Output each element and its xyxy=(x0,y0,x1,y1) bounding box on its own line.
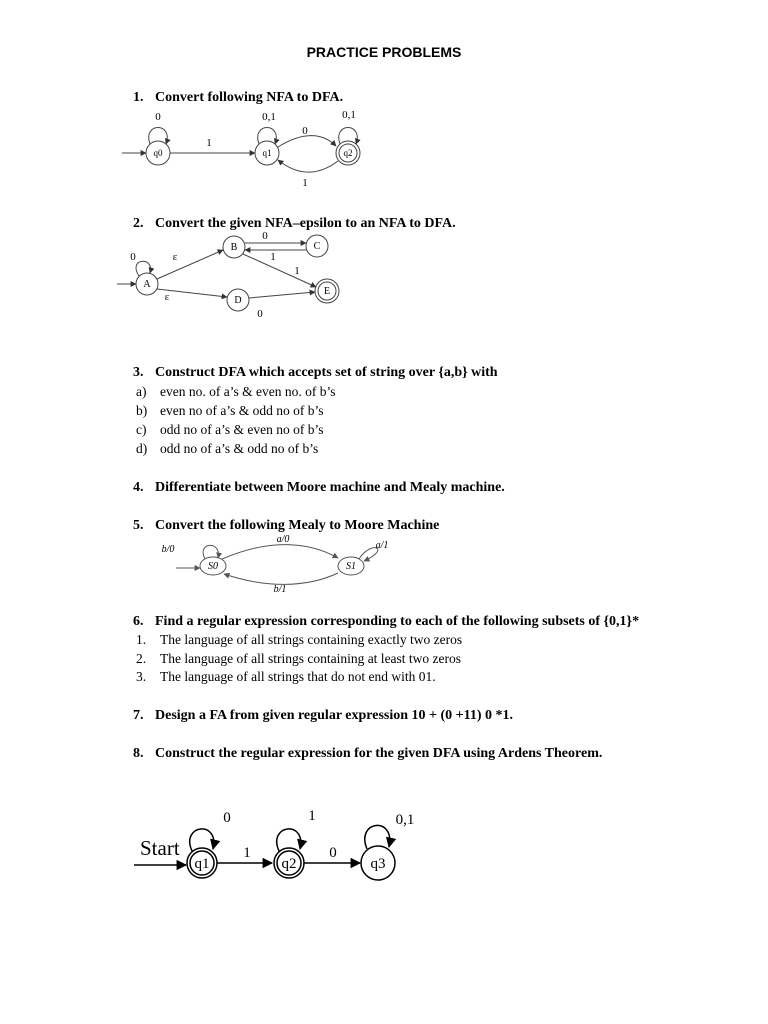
edge-b-e-label: 1 xyxy=(294,265,300,277)
page-title: PRACTICE PROBLEMS xyxy=(306,44,462,60)
question-8 xyxy=(133,746,633,762)
question-6-item-3 xyxy=(136,669,436,685)
list-item-label: a) xyxy=(136,384,147,399)
edge-b-c-label: 0 xyxy=(262,230,268,242)
state-q3-label: q3 xyxy=(370,856,386,872)
state-q2-label: q2 xyxy=(281,856,297,872)
question-7 xyxy=(133,708,513,724)
question-1-number: 1. xyxy=(133,90,144,105)
question-4-text: Differentiate between Moore machine and Mealy machine. xyxy=(155,480,505,495)
state-s1-label: S1 xyxy=(346,561,356,572)
state-q0-label: q0 xyxy=(153,148,163,158)
list-item-text: odd no of a’s & odd no of b’s xyxy=(160,441,319,456)
question-6-text: Find a regular expression corresponding to each of the following subsets of {0,1}* xyxy=(155,614,640,629)
edge-d-e xyxy=(249,292,315,298)
edge-s1-s0 xyxy=(224,573,338,584)
edge-c-b-label: 1 xyxy=(270,251,276,263)
question-7-number: 7. xyxy=(133,708,144,723)
edge-q0-q1-label: 1 xyxy=(206,137,212,149)
nfa-diagram-q1 xyxy=(122,108,502,188)
loop-q3-label: 0,1 xyxy=(395,812,415,828)
mealy-diagram-q5 xyxy=(156,534,406,594)
state-e-label: E xyxy=(323,286,331,297)
nfa-epsilon-diagram-q2 xyxy=(117,230,347,320)
loop-q1-label: 0,1 xyxy=(262,111,276,123)
list-item-label: c) xyxy=(136,422,147,437)
edge-a-d-label: ε xyxy=(164,291,170,303)
list-item-text: The language of all strings containing at least two zeros xyxy=(160,651,462,666)
edge-q2-q1-label: 1 xyxy=(302,177,308,189)
state-d-label: D xyxy=(234,295,242,306)
edge-a-b-label: ε xyxy=(172,251,178,263)
edge-s1-s0-label: b/1 xyxy=(273,584,287,595)
state-c-label: C xyxy=(313,241,321,252)
question-5-text: Convert the following Mealy to Moore Machine xyxy=(155,518,440,533)
question-3 xyxy=(133,365,498,381)
edge-a-b xyxy=(157,250,223,279)
loop-q1-label: 0 xyxy=(223,810,231,826)
question-3-text: Construct DFA which accepts set of string over {a,b} with xyxy=(155,365,498,380)
loop-q0-label: 0 xyxy=(155,111,161,123)
list-item-label: b) xyxy=(136,403,148,418)
question-3-item-c xyxy=(136,422,323,438)
loop-q0 xyxy=(149,128,168,145)
edge-d-e-label: 0 xyxy=(257,308,263,320)
list-item-text: The language of all strings containing exactly two zeros xyxy=(160,632,463,647)
question-1 xyxy=(133,90,343,106)
question-3-item-d xyxy=(136,441,318,457)
question-4 xyxy=(133,480,505,496)
question-2-text: Convert the given NFA–epsilon to an NFA to DFA. xyxy=(155,216,456,231)
question-3-item-a xyxy=(136,384,335,400)
question-6 xyxy=(133,614,639,630)
loop-a-label: 0 xyxy=(130,251,136,263)
edge-q2-q1 xyxy=(278,160,338,172)
list-item-text: even no of a’s & odd no of b’s xyxy=(160,403,324,418)
list-item-label: 2. xyxy=(136,651,147,666)
edge-q1-q2-label: 0 xyxy=(302,125,308,137)
dfa-diagram-q8 xyxy=(134,800,434,890)
list-item-text: even no. of a’s & even no. of b’s xyxy=(160,384,336,399)
question-6-item-1 xyxy=(136,632,462,648)
state-q1-label: q1 xyxy=(194,856,210,872)
loop-s0-label: b/0 xyxy=(161,544,175,555)
loop-q2-label: 1 xyxy=(308,808,316,824)
edge-q1-q2 xyxy=(278,136,336,147)
state-a-label: A xyxy=(143,279,151,290)
question-2-number: 2. xyxy=(133,216,144,231)
state-b-label: B xyxy=(230,242,238,253)
edge-q2-q3-label: 0 xyxy=(329,845,337,861)
question-5-number: 5. xyxy=(133,518,144,533)
list-item-label: 3. xyxy=(136,669,147,684)
list-item-label: d) xyxy=(136,441,148,456)
question-4-number: 4. xyxy=(133,480,144,495)
state-s0-label: S0 xyxy=(208,561,218,572)
list-item-label: 1. xyxy=(136,632,147,647)
question-8-text: Construct the regular expression for the given DFA using Ardens Theorem. xyxy=(155,746,603,761)
question-1-text: Convert following NFA to DFA. xyxy=(155,90,344,105)
question-3-item-b xyxy=(136,403,323,419)
question-5 xyxy=(133,518,439,534)
edge-s0-s1-label: a/0 xyxy=(276,534,290,545)
edge-b-e xyxy=(243,254,316,287)
edge-s0-s1 xyxy=(222,545,338,559)
loop-s1-label: a/1 xyxy=(375,540,389,551)
loop-q2-label: 0,1 xyxy=(342,109,356,121)
question-3-number: 3. xyxy=(133,365,144,380)
question-7-text: Design a FA from given regular expression 10 + (0 +11) 0 *1. xyxy=(155,708,514,723)
start-label: Start xyxy=(140,836,180,860)
state-q1-label: q1 xyxy=(262,148,272,158)
list-item-text: odd no of a’s & even no of b’s xyxy=(160,422,324,437)
question-6-number: 6. xyxy=(133,614,144,629)
edge-q1-q2-label: 1 xyxy=(243,845,251,861)
question-6-item-2 xyxy=(136,651,461,667)
list-item-text: The language of all strings that do not end with 01. xyxy=(160,669,436,684)
loop-q1 xyxy=(258,128,277,145)
state-q2-label: q2 xyxy=(343,148,353,158)
loop-q2 xyxy=(339,128,358,145)
question-8-number: 8. xyxy=(133,746,144,761)
